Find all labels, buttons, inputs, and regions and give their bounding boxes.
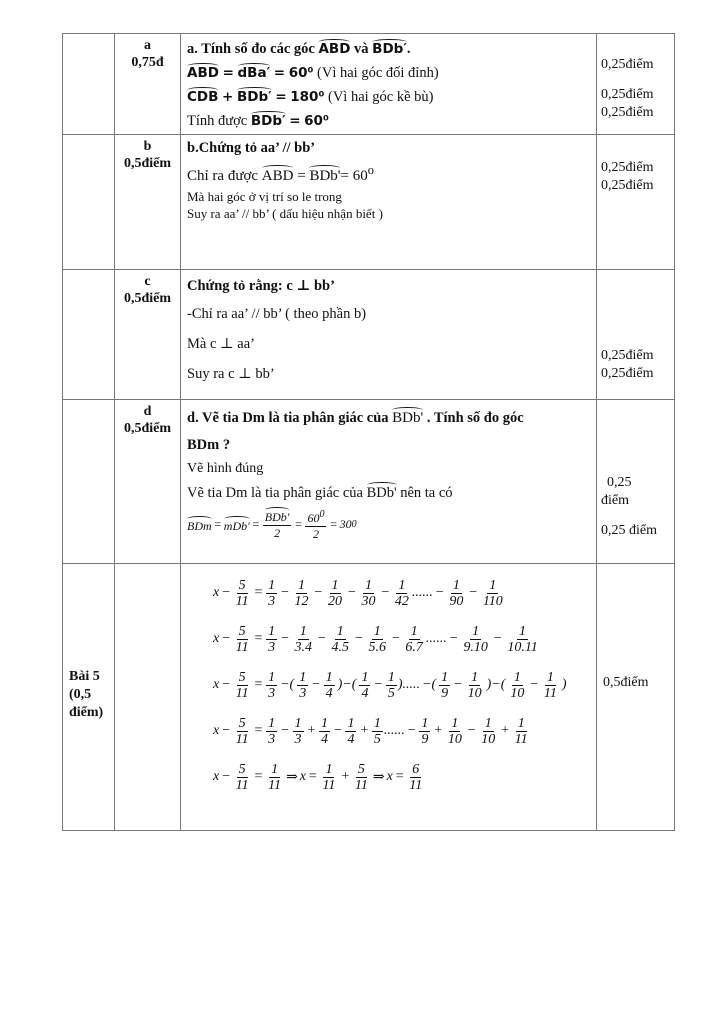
points-cell: 0,25 điểm 0,25 điểm bbox=[597, 400, 675, 564]
step-line: Suy ra aa’ // bb’ ( dấu hiệu nhận biết ) bbox=[187, 206, 383, 221]
bai-cell: Bài 5 (0,5 điểm) bbox=[63, 564, 115, 831]
question-title-line2: BDm ? bbox=[187, 437, 231, 453]
row-b bbox=[63, 135, 675, 270]
part-cell bbox=[115, 34, 181, 135]
step-line: Tính được BDb′ = 60⁰ bbox=[187, 113, 329, 129]
bai-cell bbox=[63, 34, 115, 135]
equation-line: x − $\frac{5}{11}$ = $\frac{1}{11}$ ⇒ x = $\frac{1}{11}$ + $\frac{5}{11}$ ⇒ x = $\frac{6}{11}$ bbox=[213, 761, 423, 793]
bai-cell bbox=[63, 400, 115, 564]
row-a bbox=[63, 34, 675, 135]
question-title: d. Vẽ tia Dm là tia phân giác của BDb' . Tính số đo góc bbox=[187, 403, 590, 433]
step-line: CDB + BDb′ = 180⁰ (Vì hai góc kề bù) bbox=[187, 89, 434, 105]
points-value: 0,25điểm bbox=[601, 105, 654, 120]
angle-abd: ABD bbox=[318, 41, 351, 57]
question-title: a. Tính số đo các góc ABD và BDb′. bbox=[187, 41, 411, 57]
points-value: 0,25điểm bbox=[601, 87, 654, 102]
points-cell bbox=[597, 564, 675, 831]
step-line: -Chỉ ra aa’ // bb’ ( theo phần b) bbox=[187, 306, 367, 322]
bai-cell bbox=[63, 270, 115, 400]
question-title: b.Chứng tỏ aa’ // bb’ bbox=[187, 140, 316, 156]
content-cell bbox=[181, 564, 597, 831]
points-cell: 0,25điểm 0,25điểm bbox=[597, 270, 675, 400]
step-line: ABD = dBa′ = 60⁰ (Vì hai góc đối đỉnh) bbox=[187, 65, 439, 81]
equation-line: x − $\frac{5}{11}$ = $\frac{1}{3}$ −( $\frac{1}{3}$ − $\frac{1}{4}$ )−( $\frac{1}{4}$ − $\frac{1}{5}$ )..... −( $\frac{1}{9}$ − $\frac{1}{10}$ )−( $\frac{1}{10}$ − $\frac{1}{11}$ ) bbox=[213, 669, 567, 701]
step-line: Chỉ ra được ABD = $BDb'= 60^o$ bbox=[187, 163, 374, 184]
content-cell bbox=[181, 270, 597, 400]
row-d bbox=[63, 400, 675, 564]
equation-line: x − $\frac{5}{11}$ = $\frac{1}{3}$ − $\frac{1}{3}$ + $\frac{1}{4}$ − $\frac{1}{4}$ + $\frac{1}{5}$ ...... − $\frac{1}{9}$ + $\frac{1}{10}$ − $\frac{1}{10}$ + $\frac{1}{11}$ bbox=[213, 715, 528, 747]
bisector-formula: BDm = mDb' = $\frac{\text{BDb'}}{2}$ = $\frac{60^0}{2}$ = 30 0 bbox=[187, 508, 357, 541]
bai5-solution bbox=[181, 564, 596, 800]
part-cell: c 0,5điểm bbox=[115, 270, 181, 400]
points-value: 0,5điểm bbox=[603, 675, 649, 690]
content-cell bbox=[181, 400, 597, 564]
step-line: Mà hai góc ở vị trí so le trong bbox=[187, 189, 342, 204]
part-cell bbox=[115, 564, 181, 831]
points-cell bbox=[597, 34, 675, 135]
step-line: Vẽ hình đúng bbox=[187, 461, 264, 476]
points-cell: 0,25điểm 0,25điểm bbox=[597, 135, 675, 270]
question-title: Chứng tỏ rằng: c ⊥ bb’ bbox=[187, 278, 335, 294]
equation-line: x − $\frac{5}{11}$ = $\frac{1}{3}$ − $\frac{1}{3.4}$ − $\frac{1}{4.5}$ − $\frac{1}{5.6}$ − $\frac{1}{6.7}$ ...... − $\frac{1}{9.10}$ − $\frac{1}{10.11}$ bbox=[213, 623, 538, 655]
row-bai5 bbox=[63, 564, 675, 831]
part-cell: d 0,5điểm bbox=[115, 400, 181, 564]
points-value: 0,25điểm bbox=[601, 57, 654, 72]
part-score: 0,75đ bbox=[131, 55, 164, 70]
row-c bbox=[63, 270, 675, 400]
equation-line: x − $\frac{5}{11}$ = $\frac{1}{3}$ − $\frac{1}{12}$ − $\frac{1}{20}$ − $\frac{1}{30}$ − $\frac{1}{42}$ ...... − $\frac{1}{90}$ − $\frac{1}{110}$ bbox=[213, 577, 503, 609]
angle-bdb: BDb′ bbox=[372, 41, 407, 57]
part-label: a bbox=[144, 38, 151, 53]
step-line: Vẽ tia Dm là tia phân giác của BDb' nên ta có bbox=[187, 481, 590, 505]
answer-table bbox=[62, 33, 675, 831]
bai-cell bbox=[63, 135, 115, 270]
step-line: Mà c ⊥ aa’ bbox=[187, 336, 255, 352]
content-cell bbox=[181, 135, 597, 270]
step-line: Suy ra c ⊥ bb’ bbox=[187, 366, 275, 382]
content-cell bbox=[181, 34, 597, 135]
part-cell: b 0,5điểm bbox=[115, 135, 181, 270]
